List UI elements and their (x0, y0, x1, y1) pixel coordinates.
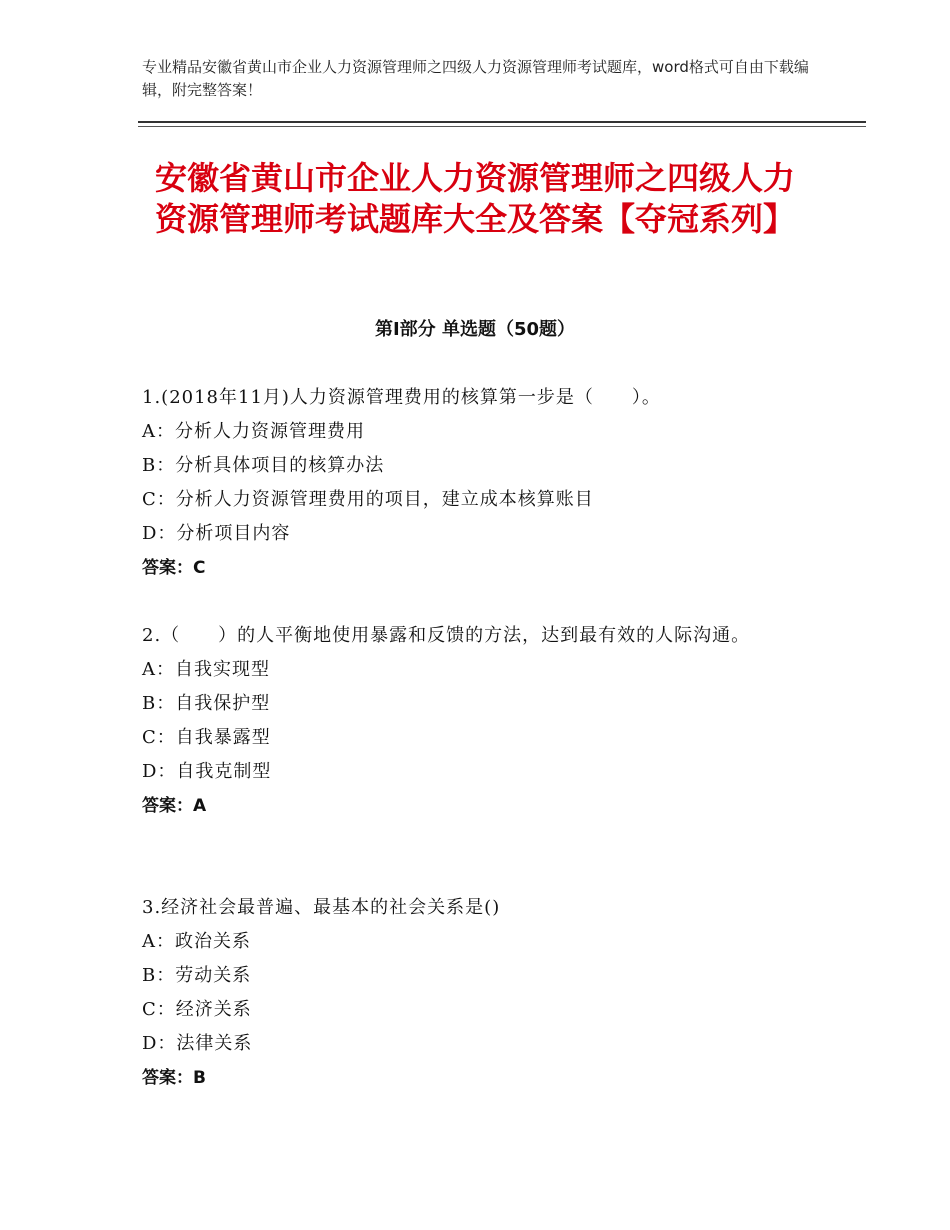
option-c: C：经济关系 (142, 999, 252, 1020)
option-d: D：法律关系 (142, 1033, 253, 1054)
question-stem: 1.(2018年11月)人力资源管理费用的核算第一步是（ ）。 (142, 387, 661, 408)
question-block (142, 891, 822, 1095)
answer: 答案：C (142, 558, 206, 578)
answer: 答案：B (142, 1068, 206, 1088)
option-a: A：自我实现型 (142, 659, 270, 680)
option-b: B：分析具体项目的核算办法 (142, 455, 385, 476)
question-stem: 3.经济社会最普遍、最基本的社会关系是() (142, 897, 501, 918)
answer: 答案：A (142, 796, 207, 816)
section-heading: 第Ⅰ部分 单选题（50题） (374, 319, 575, 340)
option-d: D：分析项目内容 (142, 523, 291, 544)
question-block (142, 381, 822, 585)
option-c: C：分析人力资源管理费用的项目，建立成本核算账目 (142, 489, 594, 510)
question-block (142, 619, 822, 823)
option-a: A：政治关系 (142, 931, 251, 952)
document-title: 安徽省黄山市企业人力资源管理师之四级人力资源管理师考试题库大全及答案【夺冠系列】 (154, 159, 795, 238)
option-c: C：自我暴露型 (142, 727, 271, 748)
option-d: D：自我克制型 (142, 761, 272, 782)
header-divider-thin (138, 126, 866, 127)
option-b: B：劳动关系 (142, 965, 252, 986)
header-note: 专业精品安徽省黄山市企业人力资源管理师之四级人力资源管理师考试题库，word格式可自由下载编辑，附完整答案！ (142, 58, 809, 99)
question-stem: 2.（ ）的人平衡地使用暴露和反馈的方法，达到最有效的人际沟通。 (142, 625, 751, 646)
option-b: B：自我保护型 (142, 693, 271, 714)
option-a: A：分析人力资源管理费用 (142, 421, 365, 442)
header-divider-thick (138, 121, 866, 123)
